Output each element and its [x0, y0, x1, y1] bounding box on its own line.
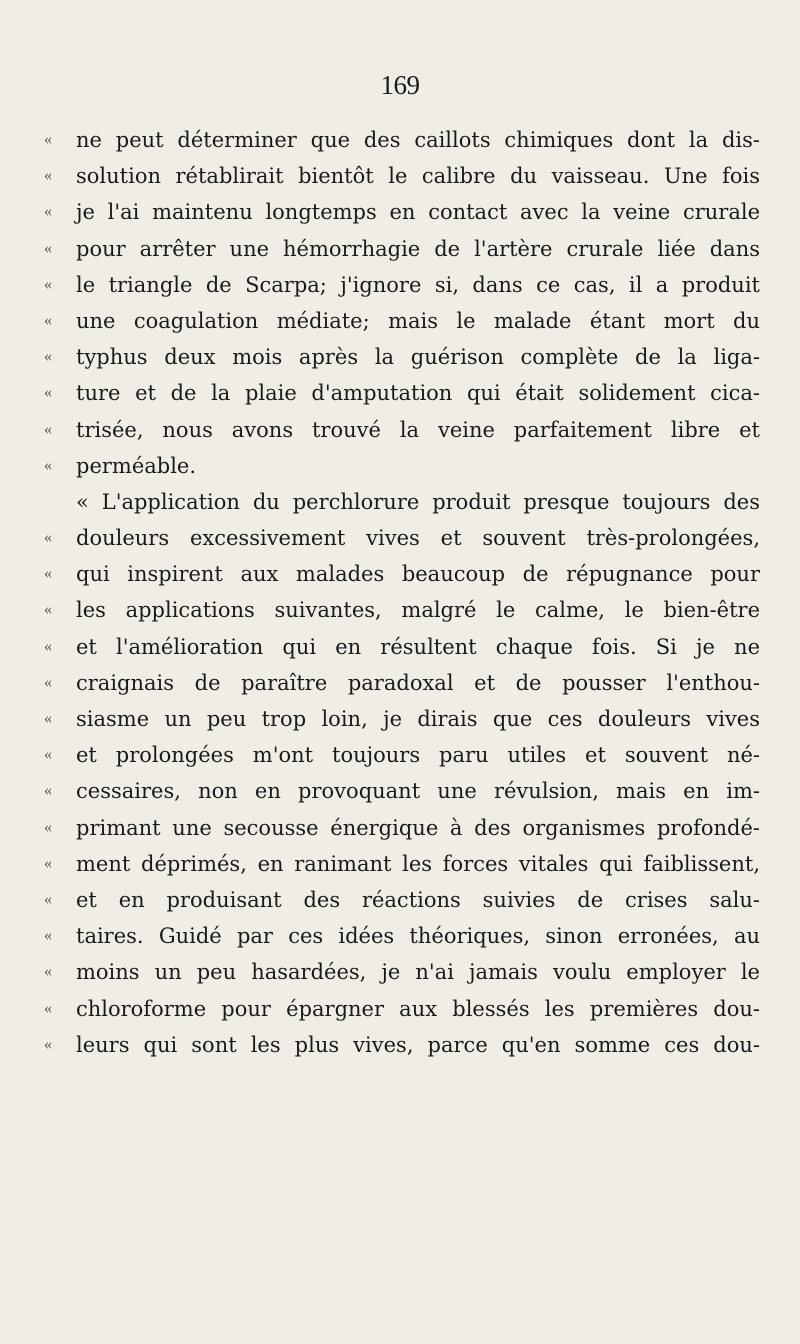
text-line	[44, 810, 760, 846]
text-line	[44, 954, 760, 990]
quote-marker: «	[44, 167, 52, 185]
line-text: solution rétablirait bientôt le calibre du vaisseau. Une fois	[76, 164, 760, 189]
line-text: trisée, nous avons trouvé la veine parfaitement libre et	[76, 417, 760, 442]
quote-marker: «	[44, 456, 52, 474]
text-line	[44, 158, 760, 194]
text-line	[44, 448, 760, 484]
line-text: ture et de la plaie d'amputation qui était solidement cica-	[76, 381, 760, 406]
text-line	[44, 773, 760, 809]
text-line	[44, 520, 760, 556]
line-text: qui inspirent aux malades beaucoup de répugnance pour	[76, 562, 760, 587]
line-text: et prolongées m'ont toujours paru utiles et souvent né-	[76, 743, 760, 768]
quote-marker: «	[44, 311, 52, 329]
text-line	[44, 701, 760, 737]
line-text: perméable.	[76, 453, 197, 478]
quote-marker: «	[44, 275, 52, 293]
line-text: typhus deux mois après la guérison complète de la liga-	[76, 345, 760, 370]
quote-marker: «	[44, 384, 52, 402]
text-line	[44, 375, 760, 411]
quote-marker: «	[44, 131, 52, 148]
quote-marker: «	[44, 927, 52, 945]
line-text: une coagulation médiate; mais le malade étant mort du	[76, 308, 760, 333]
text-line	[44, 629, 760, 665]
quote-marker: «	[44, 239, 52, 257]
text-line	[44, 1027, 760, 1063]
quote-marker: «	[44, 818, 52, 836]
line-text: siasme un peu trop loin, je dirais que ces douleurs vives	[76, 707, 760, 731]
quote-marker: «	[44, 565, 52, 583]
text-line	[44, 592, 760, 628]
line-text: je l'ai maintenu longtemps en contact avec la veine crurale	[76, 200, 760, 225]
text-line	[44, 412, 760, 448]
line-text: craignais de paraître paradoxal et de pousser l'enthou-	[76, 670, 760, 695]
line-text: leurs qui sont les plus vives, parce qu'en somme ces dou-	[76, 1032, 760, 1057]
text-line	[44, 267, 760, 303]
quote-marker: «	[44, 529, 52, 547]
line-text: chloroforme pour épargner aux blessés les premières dou-	[76, 996, 760, 1021]
quote-marker: «	[44, 637, 52, 655]
text-line	[44, 231, 760, 267]
body-text	[44, 122, 760, 1063]
line-text: cessaires, non en provoquant une révulsion, mais en im-	[76, 779, 760, 804]
line-text: « L'application du perchlorure produit presque toujours des	[76, 489, 760, 514]
quote-marker: «	[44, 348, 52, 366]
quote-marker: «	[44, 890, 52, 908]
text-line	[44, 665, 760, 701]
text-line	[44, 918, 760, 954]
line-text: et l'amélioration qui en résultent chaque fois. Si je ne	[76, 634, 760, 659]
line-text: les applications suivantes, malgré le calme, le bien-être	[76, 598, 760, 623]
quote-marker: «	[44, 710, 52, 727]
quote-marker: «	[44, 1035, 52, 1053]
line-text: le triangle de Scarpa; j'ignore si, dans ce cas, il a produit	[76, 272, 760, 297]
line-text: douleurs excessivement vives et souvent très-prolongées,	[76, 526, 760, 551]
quote-marker: «	[44, 673, 52, 691]
quote-marker: «	[44, 854, 52, 872]
text-line	[44, 882, 760, 918]
text-line	[44, 991, 760, 1027]
quote-marker: «	[44, 963, 52, 981]
quote-marker: «	[44, 746, 52, 764]
page-number: 169	[380, 70, 420, 100]
text-line	[44, 339, 760, 375]
quote-marker: «	[44, 782, 52, 800]
line-text: primant une secousse énergique à des organismes profondé-	[76, 815, 760, 840]
quote-marker: «	[44, 601, 52, 619]
text-line	[44, 303, 760, 339]
quote-marker: «	[44, 999, 52, 1017]
text-line	[44, 737, 760, 773]
text-line	[44, 484, 760, 520]
quote-marker: «	[44, 420, 52, 438]
line-text: taires. Guidé par ces idées théoriques, sinon erronées, au	[76, 924, 760, 949]
line-text: et en produisant des réactions suivies de crises salu-	[76, 887, 760, 912]
text-line	[44, 194, 760, 230]
line-text: pour arrêter une hémorrhagie de l'artère crurale liée dans	[76, 236, 760, 261]
text-line	[44, 846, 760, 882]
text-line	[44, 122, 760, 158]
line-text: moins un peu hasardées, je n'ai jamais voulu employer le	[76, 960, 760, 985]
text-line	[44, 556, 760, 592]
quote-marker: «	[44, 203, 52, 221]
line-text: ment déprimés, en ranimant les forces vitales qui faiblissent,	[76, 851, 760, 876]
line-text: ne peut déterminer que des caillots chimiques dont la dis-	[76, 128, 760, 152]
